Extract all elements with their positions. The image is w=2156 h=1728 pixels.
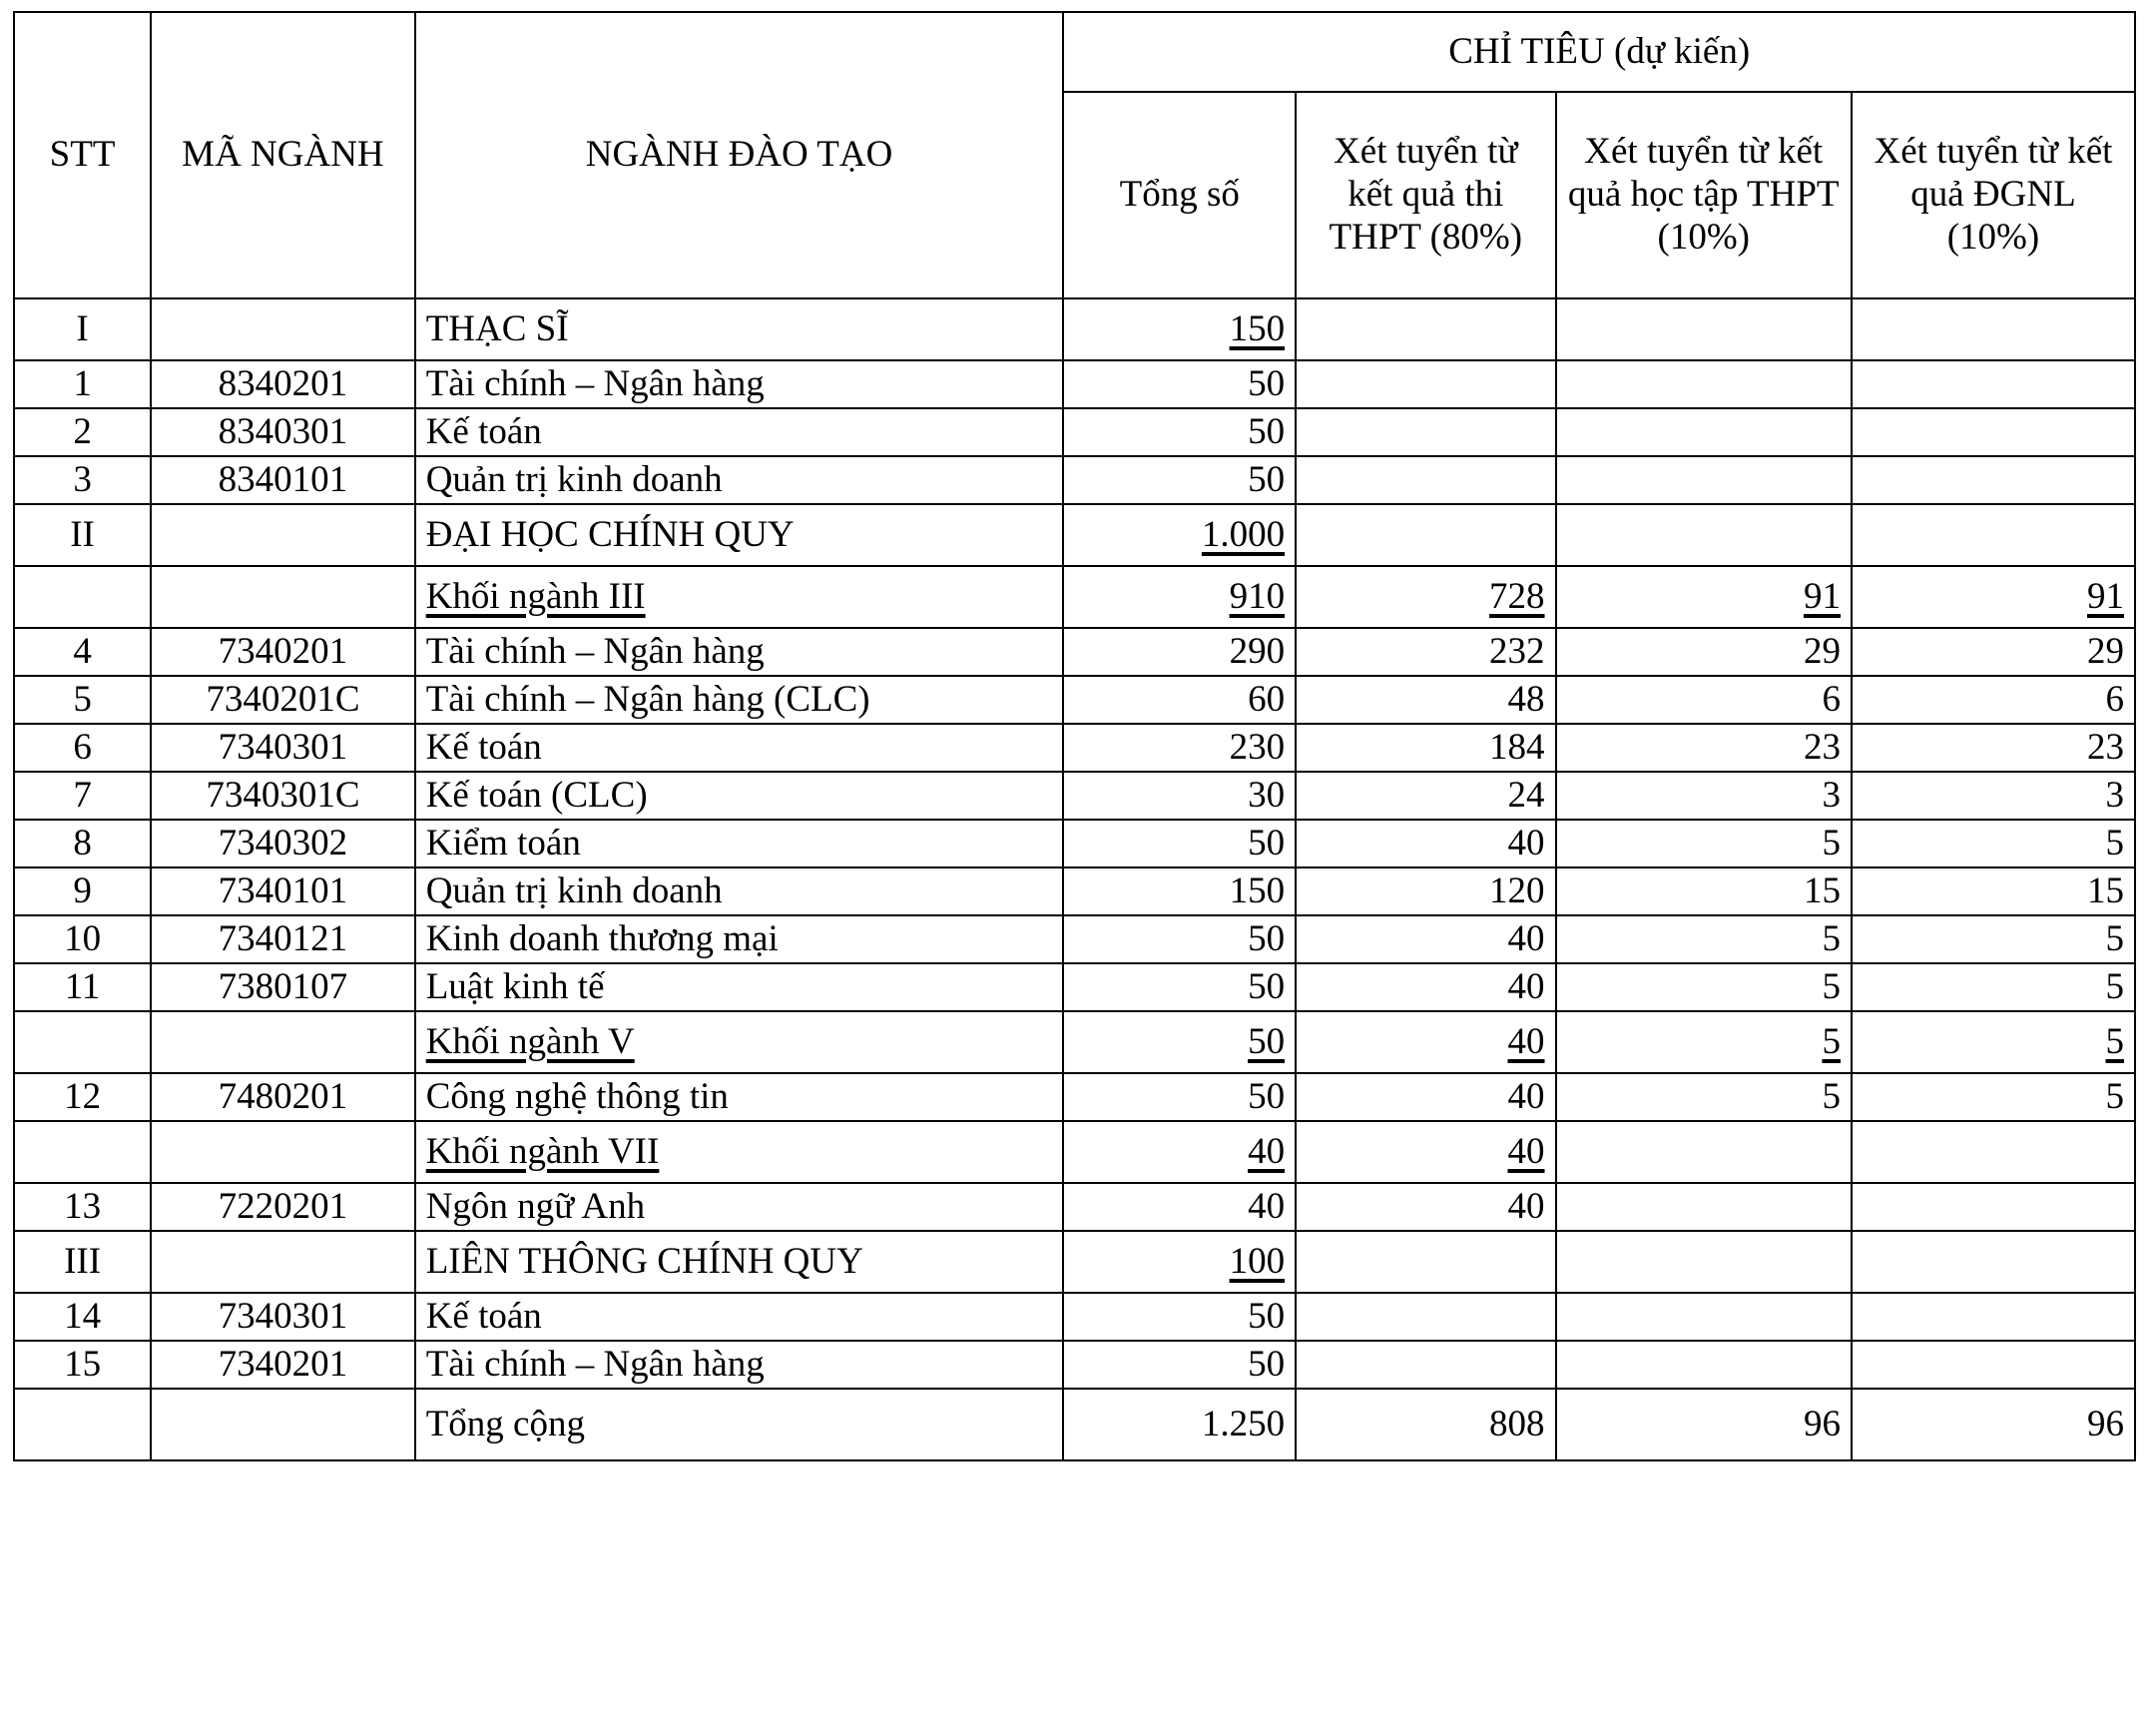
cell-ma-nganh xyxy=(151,1231,415,1293)
cell-nganh-dao-tao: Kế toán xyxy=(415,724,1064,772)
cell-xet-tuyen-thi-thpt: 808 xyxy=(1296,1389,1555,1460)
cell-tong-so-value: 50 xyxy=(1248,1020,1286,1062)
cell-xet-tuyen-hoc-tap-thpt: 6 xyxy=(1556,676,1852,724)
cell-xet-tuyen-thi-thpt-value: 728 xyxy=(1489,575,1545,617)
cell-xet-tuyen-thi-thpt: 40 xyxy=(1296,1183,1555,1231)
cell-xet-tuyen-hoc-tap-thpt xyxy=(1556,360,1852,408)
cell-xet-tuyen-thi-thpt xyxy=(1296,504,1555,566)
cell-nganh-dao-tao: Tài chính – Ngân hàng xyxy=(415,628,1064,676)
cell-xet-tuyen-dgnl xyxy=(1852,408,2135,456)
cell-stt xyxy=(14,1011,151,1073)
cell-stt: 12 xyxy=(14,1073,151,1121)
table-row xyxy=(14,676,2135,724)
cell-nganh-dao-tao: Tài chính – Ngân hàng xyxy=(415,360,1064,408)
cell-xet-tuyen-dgnl: 29 xyxy=(1852,628,2135,676)
cell-ma-nganh: 8340301 xyxy=(151,408,415,456)
cell-xet-tuyen-thi-thpt xyxy=(1296,1121,1555,1183)
table-row xyxy=(14,408,2135,456)
header-row-top xyxy=(14,12,2135,92)
cell-nganh-dao-tao: Tài chính – Ngân hàng (CLC) xyxy=(415,676,1064,724)
cell-xet-tuyen-hoc-tap-thpt: 23 xyxy=(1556,724,1852,772)
cell-nganh-dao-tao: Kế toán xyxy=(415,1293,1064,1341)
cell-xet-tuyen-dgnl: 96 xyxy=(1852,1389,2135,1460)
cell-ma-nganh: 7340302 xyxy=(151,820,415,867)
cell-ma-nganh: 7340101 xyxy=(151,867,415,915)
cell-xet-tuyen-dgnl xyxy=(1852,504,2135,566)
cell-xet-tuyen-thi-thpt: 232 xyxy=(1296,628,1555,676)
column-header-xet-tuyen-dgnl: Xét tuyển từ kết quả ĐGNL (10%) xyxy=(1852,92,2135,298)
cell-xet-tuyen-hoc-tap-thpt: 15 xyxy=(1556,867,1852,915)
cell-xet-tuyen-hoc-tap-thpt: 96 xyxy=(1556,1389,1852,1460)
table-row xyxy=(14,724,2135,772)
subsection-label: Khối ngành VII xyxy=(425,1130,660,1172)
cell-xet-tuyen-thi-thpt xyxy=(1296,1231,1555,1293)
cell-nganh-dao-tao: Kế toán xyxy=(415,408,1064,456)
cell-tong-so: 40 xyxy=(1063,1183,1296,1231)
cell-stt: 6 xyxy=(14,724,151,772)
cell-xet-tuyen-hoc-tap-thpt xyxy=(1556,1121,1852,1183)
cell-tong-so: 50 xyxy=(1063,1073,1296,1121)
cell-ma-nganh xyxy=(151,1389,415,1460)
cell-nganh-dao-tao: Ngôn ngữ Anh xyxy=(415,1183,1064,1231)
cell-xet-tuyen-dgnl: 5 xyxy=(1852,963,2135,1011)
cell-xet-tuyen-thi-thpt xyxy=(1296,1011,1555,1073)
cell-xet-tuyen-dgnl: 6 xyxy=(1852,676,2135,724)
cell-xet-tuyen-hoc-tap-thpt xyxy=(1556,1293,1852,1341)
cell-tong-so-value: 40 xyxy=(1248,1130,1286,1172)
cell-tong-so: 50 xyxy=(1063,820,1296,867)
cell-xet-tuyen-dgnl: 3 xyxy=(1852,772,2135,820)
table-row xyxy=(14,1231,2135,1293)
cell-ma-nganh xyxy=(151,298,415,360)
table-row xyxy=(14,867,2135,915)
cell-xet-tuyen-hoc-tap-thpt: 3 xyxy=(1556,772,1852,820)
cell-nganh-dao-tao: Luật kinh tế xyxy=(415,963,1064,1011)
cell-xet-tuyen-thi-thpt xyxy=(1296,408,1555,456)
cell-tong-so: 230 xyxy=(1063,724,1296,772)
cell-stt: 7 xyxy=(14,772,151,820)
cell-tong-so: 1.250 xyxy=(1063,1389,1296,1460)
table-row xyxy=(14,772,2135,820)
cell-xet-tuyen-dgnl xyxy=(1852,298,2135,360)
cell-tong-so-value: 100 xyxy=(1229,1240,1286,1282)
cell-xet-tuyen-thi-thpt xyxy=(1296,360,1555,408)
cell-xet-tuyen-thi-thpt xyxy=(1296,456,1555,504)
cell-xet-tuyen-dgnl xyxy=(1852,1231,2135,1293)
cell-tong-so: 60 xyxy=(1063,676,1296,724)
cell-xet-tuyen-thi-thpt: 40 xyxy=(1296,1073,1555,1121)
cell-tong-so: 30 xyxy=(1063,772,1296,820)
cell-stt xyxy=(14,1121,151,1183)
cell-ma-nganh: 7340301C xyxy=(151,772,415,820)
cell-xet-tuyen-dgnl xyxy=(1852,1183,2135,1231)
column-header-ma-nganh: MÃ NGÀNH xyxy=(151,12,415,298)
cell-tong-so: 290 xyxy=(1063,628,1296,676)
cell-tong-so: 150 xyxy=(1063,867,1296,915)
cell-xet-tuyen-dgnl: 5 xyxy=(1852,820,2135,867)
cell-ma-nganh: 8340201 xyxy=(151,360,415,408)
column-header-xet-tuyen-thi-thpt: Xét tuyển từ kết quả thi THPT (80%) xyxy=(1296,92,1555,298)
cell-stt: 15 xyxy=(14,1341,151,1389)
table-row xyxy=(14,628,2135,676)
cell-ma-nganh: 7380107 xyxy=(151,963,415,1011)
cell-xet-tuyen-hoc-tap-thpt-value: 5 xyxy=(1822,1020,1841,1062)
cell-xet-tuyen-thi-thpt xyxy=(1296,1293,1555,1341)
cell-ma-nganh: 7220201 xyxy=(151,1183,415,1231)
column-header-stt: STT xyxy=(14,12,151,298)
table-row xyxy=(14,1389,2135,1460)
cell-ma-nganh xyxy=(151,1011,415,1073)
admission-quota-table xyxy=(13,11,2136,1461)
table-row xyxy=(14,360,2135,408)
cell-ma-nganh: 7340301 xyxy=(151,1293,415,1341)
cell-stt: 9 xyxy=(14,867,151,915)
cell-xet-tuyen-hoc-tap-thpt xyxy=(1556,298,1852,360)
subsection-label: Khối ngành V xyxy=(425,1020,635,1062)
cell-ma-nganh xyxy=(151,566,415,628)
cell-tong-so: 50 xyxy=(1063,360,1296,408)
table-row xyxy=(14,504,2135,566)
cell-nganh-dao-tao xyxy=(415,566,1064,628)
cell-xet-tuyen-thi-thpt-value: 40 xyxy=(1507,1020,1545,1062)
cell-stt: I xyxy=(14,298,151,360)
cell-nganh-dao-tao: ĐẠI HỌC CHÍNH QUY xyxy=(415,504,1064,566)
cell-stt: III xyxy=(14,1231,151,1293)
table-row xyxy=(14,1293,2135,1341)
cell-xet-tuyen-thi-thpt xyxy=(1296,1341,1555,1389)
cell-nganh-dao-tao: Công nghệ thông tin xyxy=(415,1073,1064,1121)
cell-tong-so xyxy=(1063,1121,1296,1183)
cell-stt: 5 xyxy=(14,676,151,724)
cell-xet-tuyen-dgnl-value: 91 xyxy=(2087,575,2124,617)
cell-tong-so xyxy=(1063,504,1296,566)
cell-xet-tuyen-hoc-tap-thpt xyxy=(1556,1183,1852,1231)
cell-xet-tuyen-hoc-tap-thpt xyxy=(1556,1231,1852,1293)
cell-tong-so: 50 xyxy=(1063,915,1296,963)
cell-ma-nganh xyxy=(151,504,415,566)
table-row xyxy=(14,820,2135,867)
cell-tong-so-value: 150 xyxy=(1229,307,1286,349)
cell-tong-so: 50 xyxy=(1063,408,1296,456)
cell-xet-tuyen-dgnl: 5 xyxy=(1852,915,2135,963)
cell-nganh-dao-tao: Tổng cộng xyxy=(415,1389,1064,1460)
table-row xyxy=(14,566,2135,628)
column-header-chi-tieu-group: CHỈ TIÊU (dự kiến) xyxy=(1063,12,2135,92)
table-row xyxy=(14,963,2135,1011)
cell-xet-tuyen-dgnl xyxy=(1852,1293,2135,1341)
cell-tong-so xyxy=(1063,1011,1296,1073)
cell-xet-tuyen-thi-thpt: 40 xyxy=(1296,915,1555,963)
cell-tong-so xyxy=(1063,566,1296,628)
cell-tong-so xyxy=(1063,298,1296,360)
cell-xet-tuyen-dgnl xyxy=(1852,566,2135,628)
cell-xet-tuyen-hoc-tap-thpt xyxy=(1556,1341,1852,1389)
cell-stt: 11 xyxy=(14,963,151,1011)
cell-nganh-dao-tao: Kiểm toán xyxy=(415,820,1064,867)
cell-xet-tuyen-dgnl xyxy=(1852,456,2135,504)
cell-ma-nganh: 7480201 xyxy=(151,1073,415,1121)
cell-xet-tuyen-thi-thpt: 40 xyxy=(1296,963,1555,1011)
table-row xyxy=(14,1073,2135,1121)
cell-nganh-dao-tao xyxy=(415,1011,1064,1073)
cell-xet-tuyen-thi-thpt xyxy=(1296,566,1555,628)
cell-nganh-dao-tao: Kinh doanh thương mại xyxy=(415,915,1064,963)
table-body xyxy=(14,298,2135,1460)
cell-ma-nganh: 7340201 xyxy=(151,1341,415,1389)
cell-stt: 1 xyxy=(14,360,151,408)
cell-tong-so: 50 xyxy=(1063,963,1296,1011)
column-header-tong-so: Tổng số xyxy=(1063,92,1296,298)
column-header-xet-tuyen-hoc-tap-thpt: Xét tuyển từ kết quả học tập THPT (10%) xyxy=(1556,92,1852,298)
cell-xet-tuyen-thi-thpt: 48 xyxy=(1296,676,1555,724)
table-row xyxy=(14,456,2135,504)
cell-xet-tuyen-dgnl xyxy=(1852,1121,2135,1183)
table-row xyxy=(14,915,2135,963)
cell-ma-nganh: 7340121 xyxy=(151,915,415,963)
cell-nganh-dao-tao: THẠC SĨ xyxy=(415,298,1064,360)
cell-ma-nganh: 7340201 xyxy=(151,628,415,676)
cell-stt: 13 xyxy=(14,1183,151,1231)
cell-nganh-dao-tao: Quản trị kinh doanh xyxy=(415,456,1064,504)
cell-tong-so: 50 xyxy=(1063,456,1296,504)
cell-xet-tuyen-thi-thpt xyxy=(1296,298,1555,360)
cell-ma-nganh: 7340301 xyxy=(151,724,415,772)
cell-tong-so-value: 1.000 xyxy=(1201,513,1286,555)
cell-xet-tuyen-dgnl: 23 xyxy=(1852,724,2135,772)
cell-nganh-dao-tao: Tài chính – Ngân hàng xyxy=(415,1341,1064,1389)
cell-xet-tuyen-dgnl xyxy=(1852,360,2135,408)
cell-xet-tuyen-hoc-tap-thpt-value: 91 xyxy=(1803,575,1841,617)
cell-ma-nganh: 7340201C xyxy=(151,676,415,724)
cell-xet-tuyen-hoc-tap-thpt: 5 xyxy=(1556,820,1852,867)
cell-stt xyxy=(14,566,151,628)
cell-stt: 3 xyxy=(14,456,151,504)
cell-tong-so: 50 xyxy=(1063,1293,1296,1341)
table-header xyxy=(14,12,2135,298)
cell-ma-nganh: 8340101 xyxy=(151,456,415,504)
cell-stt: 2 xyxy=(14,408,151,456)
cell-xet-tuyen-dgnl: 15 xyxy=(1852,867,2135,915)
cell-stt: 14 xyxy=(14,1293,151,1341)
cell-xet-tuyen-thi-thpt: 184 xyxy=(1296,724,1555,772)
cell-xet-tuyen-dgnl xyxy=(1852,1011,2135,1073)
cell-xet-tuyen-hoc-tap-thpt: 29 xyxy=(1556,628,1852,676)
cell-tong-so-value: 910 xyxy=(1229,575,1286,617)
cell-xet-tuyen-hoc-tap-thpt xyxy=(1556,1011,1852,1073)
cell-xet-tuyen-thi-thpt: 40 xyxy=(1296,820,1555,867)
cell-nganh-dao-tao: Kế toán (CLC) xyxy=(415,772,1064,820)
cell-xet-tuyen-thi-thpt-value: 40 xyxy=(1507,1130,1545,1172)
cell-xet-tuyen-thi-thpt: 24 xyxy=(1296,772,1555,820)
cell-xet-tuyen-hoc-tap-thpt xyxy=(1556,504,1852,566)
table-row xyxy=(14,298,2135,360)
subsection-label: Khối ngành III xyxy=(425,575,646,617)
table-row xyxy=(14,1121,2135,1183)
cell-tong-so xyxy=(1063,1231,1296,1293)
cell-nganh-dao-tao: LIÊN THÔNG CHÍNH QUY xyxy=(415,1231,1064,1293)
cell-xet-tuyen-hoc-tap-thpt xyxy=(1556,408,1852,456)
cell-xet-tuyen-dgnl xyxy=(1852,1341,2135,1389)
cell-nganh-dao-tao xyxy=(415,1121,1064,1183)
cell-stt: 4 xyxy=(14,628,151,676)
cell-xet-tuyen-hoc-tap-thpt: 5 xyxy=(1556,963,1852,1011)
column-header-nganh-dao-tao: NGÀNH ĐÀO TẠO xyxy=(415,12,1064,298)
cell-xet-tuyen-dgnl-value: 5 xyxy=(2105,1020,2124,1062)
cell-stt: II xyxy=(14,504,151,566)
cell-nganh-dao-tao: Quản trị kinh doanh xyxy=(415,867,1064,915)
cell-xet-tuyen-hoc-tap-thpt: 5 xyxy=(1556,1073,1852,1121)
cell-xet-tuyen-hoc-tap-thpt: 5 xyxy=(1556,915,1852,963)
cell-stt: 10 xyxy=(14,915,151,963)
cell-stt: 8 xyxy=(14,820,151,867)
table-row xyxy=(14,1341,2135,1389)
cell-ma-nganh xyxy=(151,1121,415,1183)
cell-xet-tuyen-hoc-tap-thpt xyxy=(1556,566,1852,628)
cell-tong-so: 50 xyxy=(1063,1341,1296,1389)
cell-xet-tuyen-thi-thpt: 120 xyxy=(1296,867,1555,915)
cell-xet-tuyen-hoc-tap-thpt xyxy=(1556,456,1852,504)
cell-xet-tuyen-dgnl: 5 xyxy=(1852,1073,2135,1121)
cell-stt xyxy=(14,1389,151,1460)
table-row xyxy=(14,1183,2135,1231)
table-row xyxy=(14,1011,2135,1073)
